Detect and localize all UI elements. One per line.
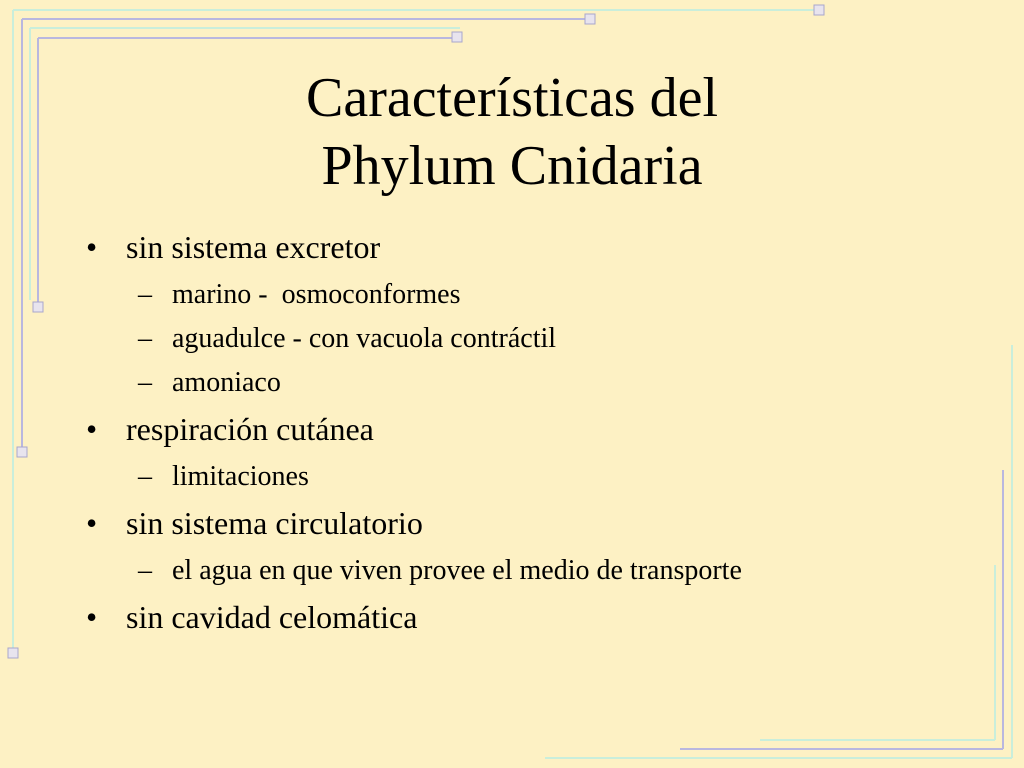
bullet-text: sin sistema excretor bbox=[126, 229, 381, 265]
sub-bullet-item bbox=[86, 322, 986, 356]
slide-title bbox=[0, 64, 1024, 200]
bullet-item bbox=[86, 504, 986, 542]
bullet-list bbox=[86, 228, 986, 648]
sub-bullet-marker: – bbox=[138, 323, 152, 354]
sub-bullet-marker: – bbox=[138, 461, 152, 492]
bullet-marker: • bbox=[86, 411, 98, 447]
title-line-1: Características del bbox=[305, 67, 718, 129]
sub-bullet-item bbox=[86, 278, 986, 312]
bullet-item bbox=[86, 228, 986, 266]
sub-bullet-item bbox=[86, 460, 986, 494]
sub-bullet-text: el agua en que viven provee el medio de transporte bbox=[172, 555, 742, 586]
bullet-item bbox=[86, 598, 986, 636]
sub-bullet-marker: – bbox=[138, 555, 152, 586]
title-line-2: Phylum Cnidaria bbox=[321, 135, 703, 197]
bullet-text: respiración cutánea bbox=[126, 411, 374, 447]
bullet-marker: • bbox=[86, 229, 98, 265]
sub-bullet-item bbox=[86, 366, 986, 400]
sub-bullet-item bbox=[86, 554, 986, 588]
bullet-marker: • bbox=[86, 599, 98, 635]
bullet-text: sin sistema circulatorio bbox=[126, 505, 423, 541]
sub-bullet-marker: – bbox=[138, 279, 152, 310]
bullet-marker: • bbox=[86, 505, 98, 541]
sub-bullet-text: amoniaco bbox=[172, 367, 281, 398]
bullet-text: sin cavidad celomática bbox=[126, 599, 418, 635]
sub-bullet-text: limitaciones bbox=[172, 461, 309, 492]
bullet-item bbox=[86, 410, 986, 448]
sub-bullet-text: marino - osmoconformes bbox=[172, 279, 461, 310]
sub-bullet-marker: – bbox=[138, 367, 152, 398]
sub-bullet-text: aguadulce - con vacuola contráctil bbox=[172, 323, 557, 354]
